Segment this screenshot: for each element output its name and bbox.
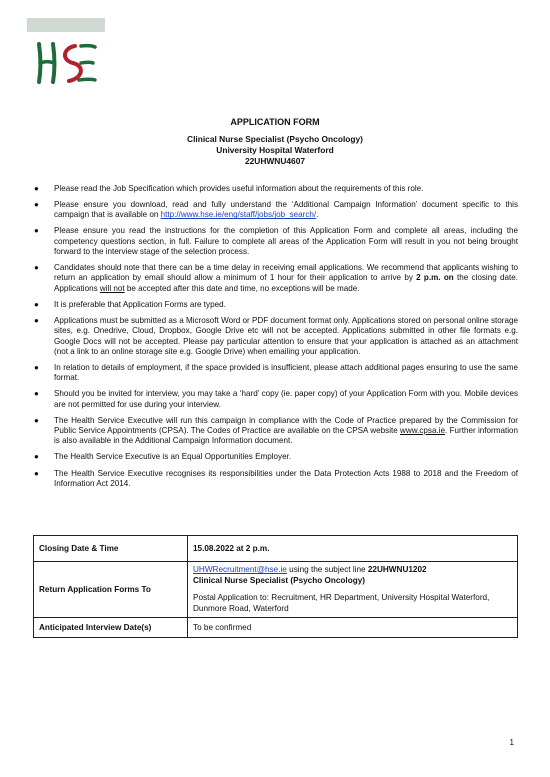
interview-date-label: Anticipated Interview Date(s)	[34, 618, 188, 638]
form-title: APPLICATION FORM	[230, 117, 320, 127]
reference-number: 22UHWNU4607	[244, 156, 306, 166]
list-item: ● In relation to details of employment, if the space provided is insufficient, please attach additional pages ensuring to use the same format.	[34, 362, 518, 383]
logo-bar	[27, 18, 105, 32]
list-item: ● Applications must be submitted as a Microsoft Word or PDF document format only. Applications stored on personal online storage sites, e.g. Onedrive, Cloud, Dropbox, Google Drive etc will not be accepted. Applications submitted in other file formats e.g. Google Docs will not be accepted. Please pay particular attention to ensure that your application is attached as an attachment (not a link to an online storage site e.g. Google Drive) when emailing your application.	[34, 315, 518, 356]
list-item: ● The Health Service Executive recognises its responsibilities under the Data Protection Acts 1988 to 2018 and the Freedom of Information Act 2014.	[34, 468, 518, 488]
interview-date-value: To be confirmed	[188, 618, 518, 638]
hse-logo	[27, 18, 105, 92]
return-label: Return Application Forms To	[34, 562, 188, 618]
list-item: ● Please ensure you download, read and fully understand the ‘Additional Campaign Information’ document specific to this campaign that is available on http://www.hse.ie/eng/staff/jobs/job_search/.	[34, 200, 518, 220]
table-row	[34, 536, 518, 562]
list-item: ● Should you be invited for interview, you may take a ‘hard’ copy (ie. paper copy) of your Application Form with you. Mobile devices are not permitted for use during your interview.	[34, 389, 518, 409]
return-details: UHWRecruitment@hse.ie using the subject line 22UHWNU1202 Clinical Nurse Specialist (Psycho Oncology) Postal Application to: Recruitment, HR Department, University Hospital Waterford, Dunmore Road, Waterford	[188, 562, 518, 618]
page-number: 1	[509, 738, 514, 747]
return-position: Clinical Nurse Specialist (Psycho Oncology)	[193, 575, 365, 585]
closing-date-value: 15.08.2022 at 2 p.m.	[188, 536, 518, 562]
application-info-table	[33, 535, 518, 638]
list-item: ● The Health Service Executive will run this campaign in compliance with the Code of Practice prepared by the Commission for Public Service Appointments (CPSA). The Codes of Practice are available on the CPSA website www.cpsa.ie. Further information is also available in the Additional Campaign Information document.	[34, 415, 519, 446]
table-row	[34, 562, 518, 618]
hse-jobs-link[interactable]: http://www.hse.ie/eng/staff/jobs/job_search/	[160, 210, 317, 220]
cpsa-link[interactable]: www.cpsa.ie	[400, 426, 446, 436]
postal-address: Postal Application to: Recruitment, HR Department, University Hospital Waterford, Dunmore Road, Waterford	[193, 593, 490, 613]
list-item: ● Please ensure you read the instructions for the completion of this Application Form and complete all areas, including the competency questions section, in full. Failure to complete all areas of the Application Form will result in you not being brought forward to the interview stage of the selection process.	[34, 226, 518, 257]
table-row	[34, 618, 518, 638]
list-item: ● Please read the Job Specification which provides useful information about the requirements of this role.	[34, 184, 424, 193]
list-item: ● The Health Service Executive is an Equal Opportunities Employer.	[34, 452, 292, 462]
hse-logo-icon	[35, 40, 97, 86]
position-title: Clinical Nurse Specialist (Psycho Oncology)	[187, 134, 363, 144]
list-item: ● Candidates should note that there can be a time delay in receiving email applications. We recommend that applicants wishing to return an application by email should allow a minimum of 1 hour for their application to arrive by 2 p.m. on the closing date. Applications will not be accepted after this date and time, no exceptions will be made.	[34, 263, 518, 293]
list-item: ● It is preferable that Application Forms are typed.	[34, 299, 226, 309]
recruitment-email-link[interactable]: UHWRecruitment@hse.ie	[193, 565, 287, 574]
instructions-list	[34, 184, 519, 495]
closing-date-label: Closing Date & Time	[34, 536, 188, 562]
hospital-name: University Hospital Waterford	[216, 145, 334, 155]
